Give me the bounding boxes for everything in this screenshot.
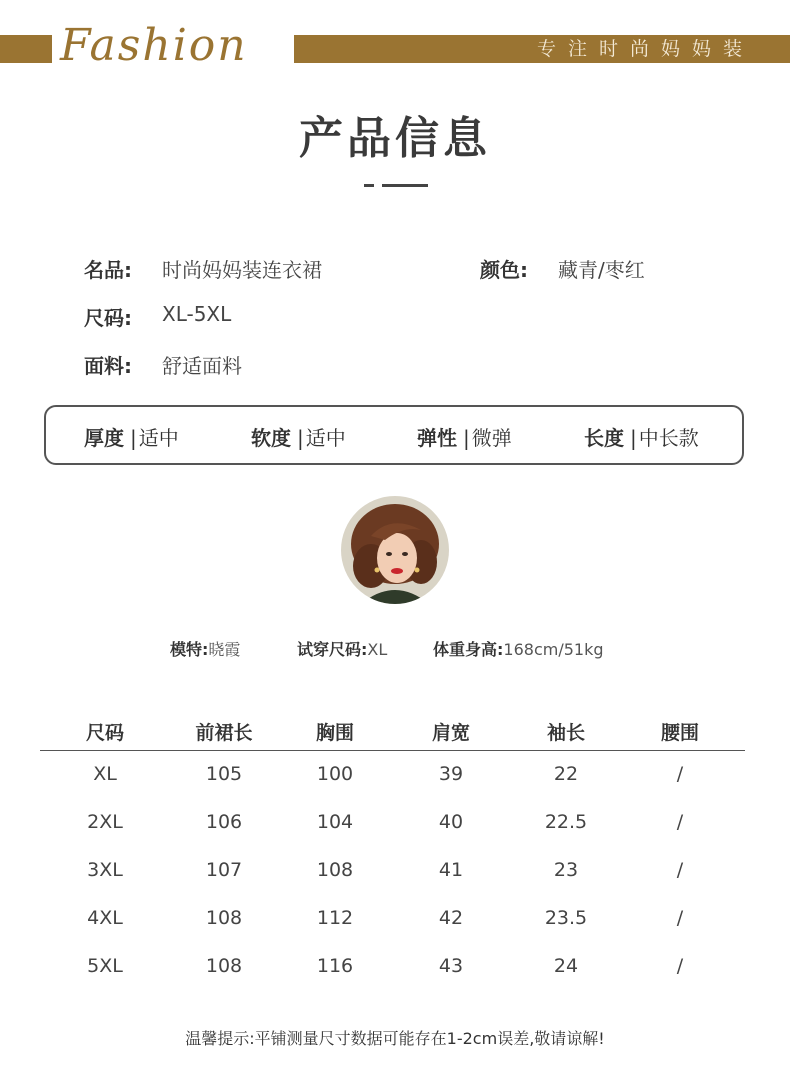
model-size <box>297 637 387 660</box>
table-cell: 22 <box>553 763 579 785</box>
table-cell: 2XL <box>87 811 123 833</box>
table-cell: 22.5 <box>544 811 588 833</box>
table-cell: 4XL <box>87 907 123 929</box>
table-cell: / <box>676 907 684 929</box>
attribute-value: 适中 <box>138 426 179 450</box>
table-cell: / <box>676 811 684 833</box>
product-name-label: 名品: <box>84 258 132 282</box>
table-cell: 41 <box>438 859 464 881</box>
table-cell: / <box>676 859 684 881</box>
attribute-label: 弹性 <box>417 426 457 450</box>
table-cell: 108 <box>205 955 243 977</box>
table-cell: 106 <box>205 811 243 833</box>
table-header-sleeve: 袖长 <box>546 722 585 744</box>
fabric-label: 面料: <box>84 354 132 378</box>
attribute-softness: 软度 | 适中 <box>251 426 346 450</box>
header-slogan: 专注时尚妈妈装 <box>536 38 754 60</box>
model-body <box>433 637 604 660</box>
table-header-rule <box>40 750 745 751</box>
model-body-label: 体重身高: <box>433 640 504 659</box>
header-bar-left <box>0 35 52 63</box>
table-cell: 108 <box>205 907 243 929</box>
attribute-value: 中长款 <box>638 426 699 450</box>
model-name-value: 晓霞 <box>208 640 241 659</box>
table-cell: 116 <box>316 955 354 977</box>
page-title: 产品信息 <box>299 113 491 164</box>
table-cell: 23 <box>553 859 579 881</box>
model-size-value: XL <box>367 640 388 659</box>
attribute-thickness: 厚度 | 适中 <box>84 426 179 450</box>
table-cell: / <box>676 763 684 785</box>
attribute-length: 长度 | 中长款 <box>584 426 699 450</box>
table-cell: 5XL <box>87 955 123 977</box>
table-cell: 24 <box>553 955 579 977</box>
table-cell: 105 <box>205 763 243 785</box>
table-cell: 112 <box>316 907 354 929</box>
fabric-value: 舒适面料 <box>162 354 242 378</box>
table-cell: 107 <box>205 859 243 881</box>
attribute-label: 软度 <box>251 426 291 450</box>
table-cell: 3XL <box>87 859 123 881</box>
table-cell: / <box>676 955 684 977</box>
model-size-label: 试穿尺码: <box>297 640 368 659</box>
table-cell: 40 <box>438 811 464 833</box>
model-name <box>170 637 240 660</box>
table-cell: 100 <box>316 763 354 785</box>
product-name-value: 时尚妈妈装连衣裙 <box>162 258 322 282</box>
attribute-label: 厚度 <box>84 426 124 450</box>
model-avatar <box>341 496 449 604</box>
model-name-label: 模特: <box>170 640 209 659</box>
color-label: 颜色: <box>480 258 528 282</box>
table-cell: XL <box>93 763 117 785</box>
table-header-waist: 腰围 <box>660 722 699 744</box>
attribute-value: 微弹 <box>471 426 512 450</box>
table-cell: 39 <box>438 763 464 785</box>
table-cell: 23.5 <box>544 907 588 929</box>
table-header-length: 前裙长 <box>195 722 253 744</box>
title-divider-short <box>364 184 374 187</box>
model-body-value: 168cm/51kg <box>503 640 604 659</box>
table-cell: 43 <box>438 955 464 977</box>
table-header-size: 尺码 <box>85 722 124 744</box>
measurement-tip: 温馨提示:平铺测量尺寸数据可能存在1-2cm误差,敬请谅解! <box>185 1029 605 1048</box>
size-label: 尺码: <box>84 306 132 330</box>
size-value: XL-5XL <box>162 302 232 326</box>
brand-logo: Fashion <box>60 20 248 71</box>
attribute-value: 适中 <box>305 426 346 450</box>
table-header-bust: 胸围 <box>315 722 354 744</box>
attribute-label: 长度 <box>584 426 624 450</box>
table-cell: 104 <box>316 811 354 833</box>
table-cell: 42 <box>438 907 464 929</box>
table-header-shoulder: 肩宽 <box>431 722 470 744</box>
attribute-elasticity: 弹性 | 微弹 <box>417 426 512 450</box>
title-divider-long <box>382 184 428 187</box>
table-cell: 108 <box>316 859 354 881</box>
color-value: 藏青/枣红 <box>558 258 645 282</box>
